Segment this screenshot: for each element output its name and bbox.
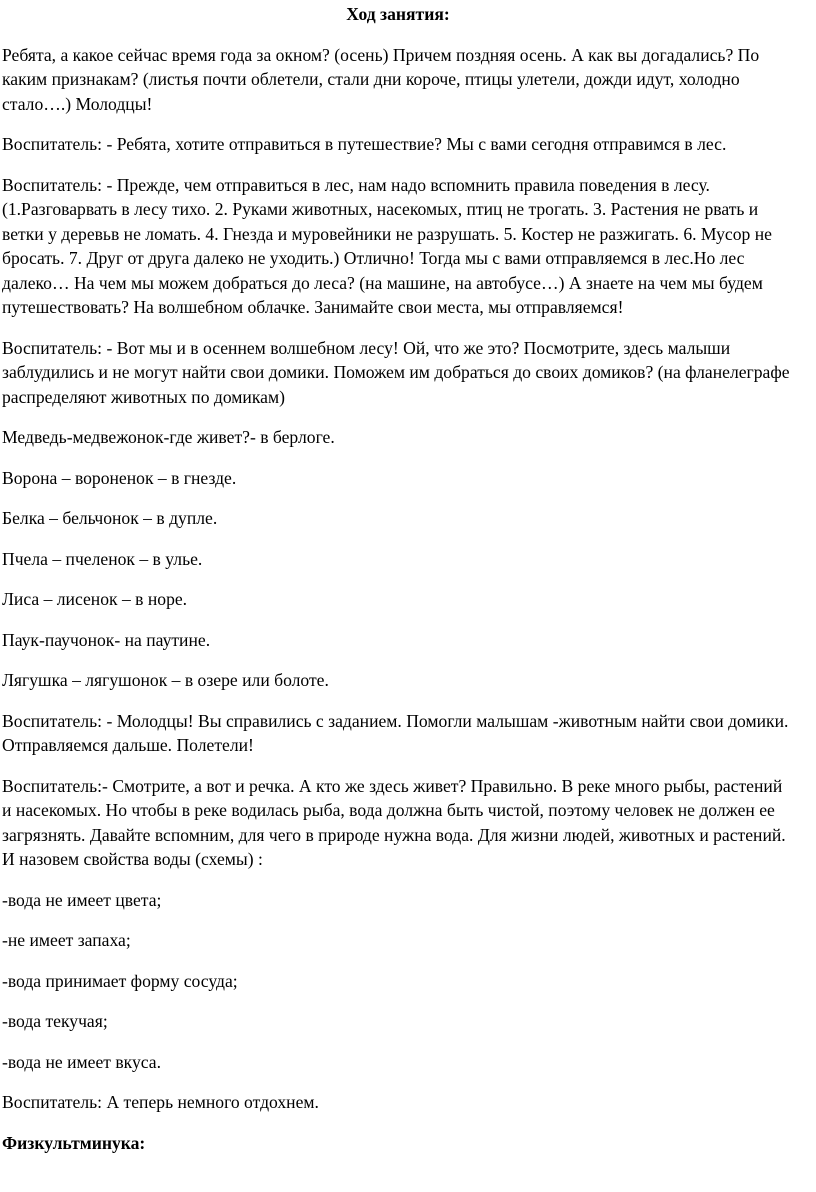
water-property-shape: -вода принимает форму сосуда; (2, 970, 238, 991)
document-title: Ход занятия: (346, 4, 450, 24)
paragraph-lost-babies: Воспитатель: - Вот мы и в осеннем волшебном лесу! Ой, что же это? Посмотрите, здесь малыши заблудились и не могут найти свои домики. Поможем им добраться до своих домиков? (на фланелеграфе распределяют животных по домикам) (2, 337, 790, 407)
paragraph-rest: Воспитатель: А теперь немного отдохнем. (2, 1092, 319, 1112)
water-property-fluid: -вода текучая; (2, 1011, 108, 1031)
animal-line-squirrel: Белка – бельчонок – в дупле. (2, 508, 218, 528)
water-property-smell: -не имеет запаха; (2, 930, 131, 950)
water-property-color: -вода не имеет цвета; (2, 889, 162, 910)
section-heading-exercise: Физкультминука: (2, 1132, 146, 1153)
paragraph-intro: Ребята, а какое сейчас время года за окном? (осень) Причем поздняя осень. А как вы догадались? По каким признакам? (листья почти облетели, стали дни короче, птицы улетели, дожди идут, холодно стало….) Молодцы! (2, 44, 760, 114)
animal-line-crow: Ворона – вороненок – в гнезде. (2, 467, 237, 488)
animal-line-bee: Пчела – пчеленок – в улье. (2, 548, 203, 569)
animal-line-bear: Медведь-медвежонок-где живет?- в берлоге. (2, 427, 335, 447)
paragraph-forest-rules: Воспитатель: - Прежде, чем отправиться в лес, нам надо вспомнить правила поведения в лесу.(1.Разговарвать в лесу тихо. 2. Руками животных, насекомых, птиц не трогать. 3. Растения не рвать и ветки у деревьв не ломать. 4. Гнезда и муровейники не разрушать. 5. Костер не разжигать. 6. Мусор не бросать. 7. Друг от друга далеко не уходить.) Отлично! Тогда мы с вами отправляемся в лес.Но лес далеко… На чем мы можем добраться до леса? (на машине, на автобусе…) А знаете на чем мы будем путешествовать? На волшебном облачке. Занимайте свои места, мы отправляемся! (2, 174, 772, 317)
animal-line-fox: Лиса – лисенок – в норе. (2, 589, 188, 609)
paragraph-journey: Воспитатель: - Ребята, хотите отправиться в путешествие? Мы с вами сегодня отправимся в лес. (2, 134, 727, 154)
water-property-taste: -вода не имеет вкуса. (2, 1051, 162, 1072)
paragraph-river: Воспитатель:- Смотрите, а вот и речка. А кто же здесь живет? Правильно. В реке много рыбы, растений и насекомых. Но чтобы в реке водилась рыба, вода должна быть чистой, поэтому человек не должен ее загрязнять. Давайте вспомним, для чего в природе нужна вода. Для жизни людей, животных и растений. И назовем свойства воды (схемы) : (2, 775, 786, 869)
paragraph-task-done: Воспитатель: - Молодцы! Вы справились с заданием. Помогли малышам -животным найти свои домики. Отправляемся дальше. Полетели! (2, 710, 789, 755)
animal-line-frog: Лягушка – лягушонок – в озере или болоте. (2, 670, 329, 690)
animal-line-spider: Паук-паучонок- на паутине. (2, 629, 211, 650)
